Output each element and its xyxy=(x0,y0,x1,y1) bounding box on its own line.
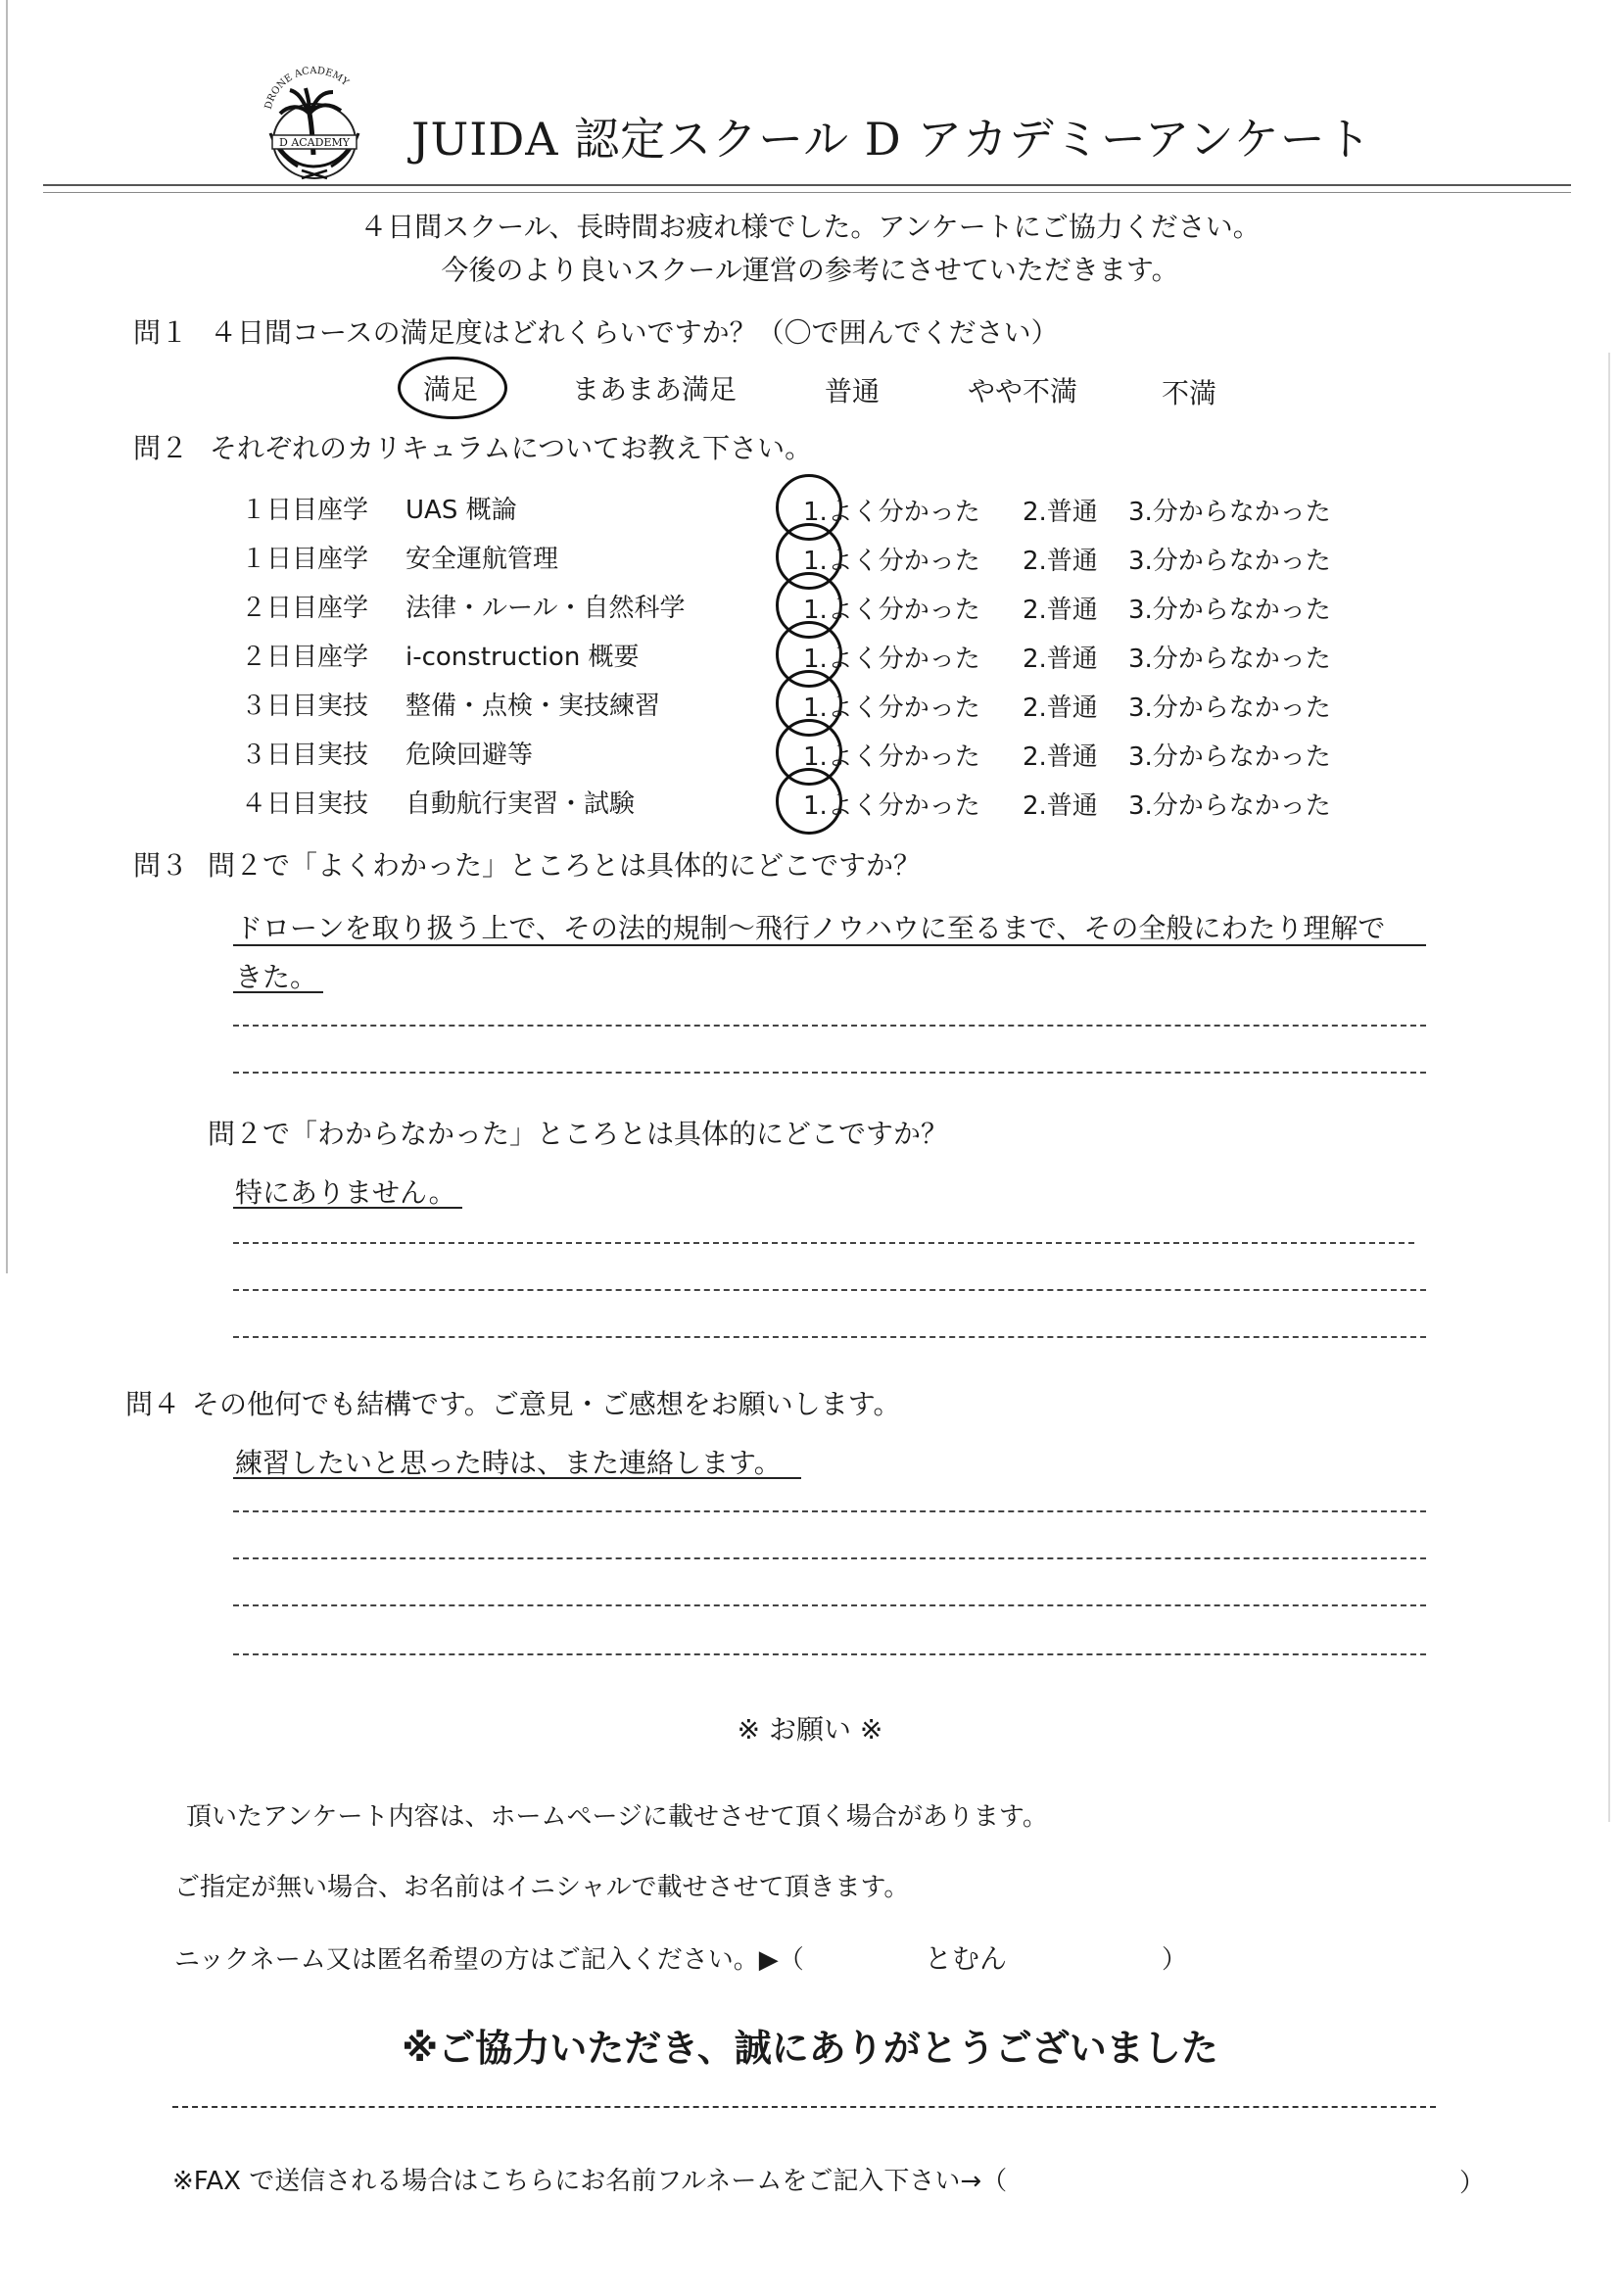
request-line-2: ご指定が無い場合、お名前はイニシャルで載せさせて頂きます。 xyxy=(174,1873,910,1902)
intro-line-2: 今後のより良いスクール運営の参考にさせていただきます。 xyxy=(441,254,1179,286)
option-not-understood[interactable]: 3.分からなかった xyxy=(1128,547,1331,576)
q1-label: 問１ xyxy=(133,316,189,349)
option-not-understood[interactable]: 3.分からなかった xyxy=(1128,498,1331,527)
q4-label: 問４ xyxy=(125,1388,181,1420)
option-neutral[interactable]: 2.普通 xyxy=(1023,498,1098,527)
logo-band-text: D ACADEMY xyxy=(279,136,350,149)
thanks-message: ※ご協力いただき、誠にありがとうございました xyxy=(402,2027,1218,2070)
answer-underline xyxy=(233,1477,801,1479)
fax-divider xyxy=(172,2106,1436,2108)
q3-label: 問３ xyxy=(133,849,189,882)
scan-edge-right xyxy=(1608,353,1610,1822)
option-not-understood[interactable]: 3.分からなかった xyxy=(1128,645,1331,674)
header-rule xyxy=(43,184,1571,186)
q4-answer: 練習したいと思った時は、また連絡します。 xyxy=(235,1447,782,1479)
curriculum-subject: 整備・点検・実技練習 xyxy=(405,692,661,721)
nickname-close-paren: ） xyxy=(1162,1945,1188,1975)
q3-sub-question: 問２で「わからなかった」ところとは具体的にどこですか？ xyxy=(208,1118,949,1150)
answer-underline xyxy=(233,991,323,993)
option-neutral[interactable]: 2.普通 xyxy=(1023,694,1098,723)
q1-option-neutral[interactable]: 普通 xyxy=(825,375,881,407)
academy-logo xyxy=(251,57,378,184)
answer-underline xyxy=(233,1207,462,1209)
logo-top-text: DRONE ACADEMY xyxy=(262,65,351,111)
curriculum-subject: 安全運航管理 xyxy=(405,545,559,574)
q1-option-somewhat-satisfied[interactable]: まあまあ満足 xyxy=(572,373,738,406)
curriculum-day: ３日目実技 xyxy=(241,692,369,721)
q2-question: それぞれのカリキュラムについてお教え下さい。 xyxy=(210,432,813,464)
answer-line xyxy=(233,1072,1426,1074)
answer-line xyxy=(233,1025,1426,1027)
option-understood[interactable]: 1.よく分かった xyxy=(803,547,980,576)
curriculum-subject: 法律・ルール・自然科学 xyxy=(405,594,686,623)
option-understood[interactable]: 1.よく分かった xyxy=(803,498,980,527)
q2-label: 問２ xyxy=(133,432,189,464)
answer-line xyxy=(233,1242,1414,1244)
curriculum-day: ３日目実技 xyxy=(241,741,369,770)
option-neutral[interactable]: 2.普通 xyxy=(1023,596,1098,625)
curriculum-day: ４日目実技 xyxy=(241,789,369,819)
option-understood[interactable]: 1.よく分かった xyxy=(803,596,980,625)
q1-option-dissatisfied[interactable]: 不満 xyxy=(1162,377,1217,409)
request-line-1: 頂いたアンケート内容は、ホームページに載せさせて頂く場合があります。 xyxy=(186,1802,1048,1832)
option-understood[interactable]: 1.よく分かった xyxy=(803,791,980,821)
scan-edge-left xyxy=(6,0,8,1273)
q3-sub-answer: 特にありません。 xyxy=(235,1176,456,1209)
option-neutral[interactable]: 2.普通 xyxy=(1023,791,1098,821)
q3-question: 問２で「よくわかった」ところとは具体的にどこですか？ xyxy=(208,849,922,882)
answer-line xyxy=(233,1289,1426,1291)
answer-line xyxy=(233,1557,1426,1559)
answer-line xyxy=(233,1336,1426,1338)
header-rule-thin xyxy=(43,192,1571,193)
curriculum-day: ２日目座学 xyxy=(241,643,369,672)
option-understood[interactable]: 1.よく分かった xyxy=(803,694,980,723)
curriculum-subject: i-construction 概要 xyxy=(405,643,640,672)
fax-name-field[interactable] xyxy=(1077,2165,1450,2200)
q1-option-satisfied[interactable]: 満足 xyxy=(423,373,479,406)
fax-instruction: ※FAX で送信される場合はこちらにお名前フルネームをご記入下さい→（ xyxy=(172,2167,1008,2196)
option-understood[interactable]: 1.よく分かった xyxy=(803,645,980,674)
q3-answer-line-1: ドローンを取り扱う上で、その法的規制～飛行ノウハウに至るまで、その全般にわたり理解で xyxy=(235,912,1386,944)
curriculum-day: １日目座学 xyxy=(241,545,369,574)
option-neutral[interactable]: 2.普通 xyxy=(1023,547,1098,576)
q1-question: ４日間コースの満足度はどれくらいですか？（〇で囲んでください） xyxy=(210,316,1059,349)
option-not-understood[interactable]: 3.分からなかった xyxy=(1128,596,1331,625)
option-not-understood[interactable]: 3.分からなかった xyxy=(1128,694,1331,723)
request-line-3: ニックネーム又は匿名希望の方はご記入ください。▶（ xyxy=(174,1945,804,1975)
curriculum-day: ２日目座学 xyxy=(241,594,369,623)
option-neutral[interactable]: 2.普通 xyxy=(1023,645,1098,674)
request-heading: ※ お願い ※ xyxy=(737,1713,883,1746)
option-neutral[interactable]: 2.普通 xyxy=(1023,742,1098,772)
option-understood[interactable]: 1.よく分かった xyxy=(803,742,980,772)
q1-option-somewhat-dissatisfied[interactable]: やや不満 xyxy=(968,375,1078,407)
answer-line xyxy=(233,1653,1426,1655)
q4-question: その他何でも結構です。ご意見・ご感想をお願いします。 xyxy=(192,1388,901,1420)
curriculum-subject: UAS 概論 xyxy=(405,496,517,525)
page-title: JUIDA 認定スクール D アカデミーアンケート xyxy=(411,113,1372,166)
answer-underline xyxy=(233,944,1426,946)
nickname-field[interactable]: とむん xyxy=(925,1942,1008,1975)
fax-close-paren: ） xyxy=(1459,2169,1486,2198)
option-not-understood[interactable]: 3.分からなかった xyxy=(1128,742,1331,772)
curriculum-subject: 自動航行実習・試験 xyxy=(405,789,636,819)
answer-line xyxy=(233,1604,1426,1606)
intro-line-1: ４日間スクール、長時間お疲れ様でした。アンケートにご協力ください。 xyxy=(359,211,1261,243)
curriculum-day: １日目座学 xyxy=(241,496,369,525)
curriculum-subject: 危険回避等 xyxy=(405,741,534,770)
option-not-understood[interactable]: 3.分からなかった xyxy=(1128,791,1331,821)
answer-line xyxy=(233,1510,1426,1512)
q3-answer-line-2: きた。 xyxy=(235,961,318,993)
